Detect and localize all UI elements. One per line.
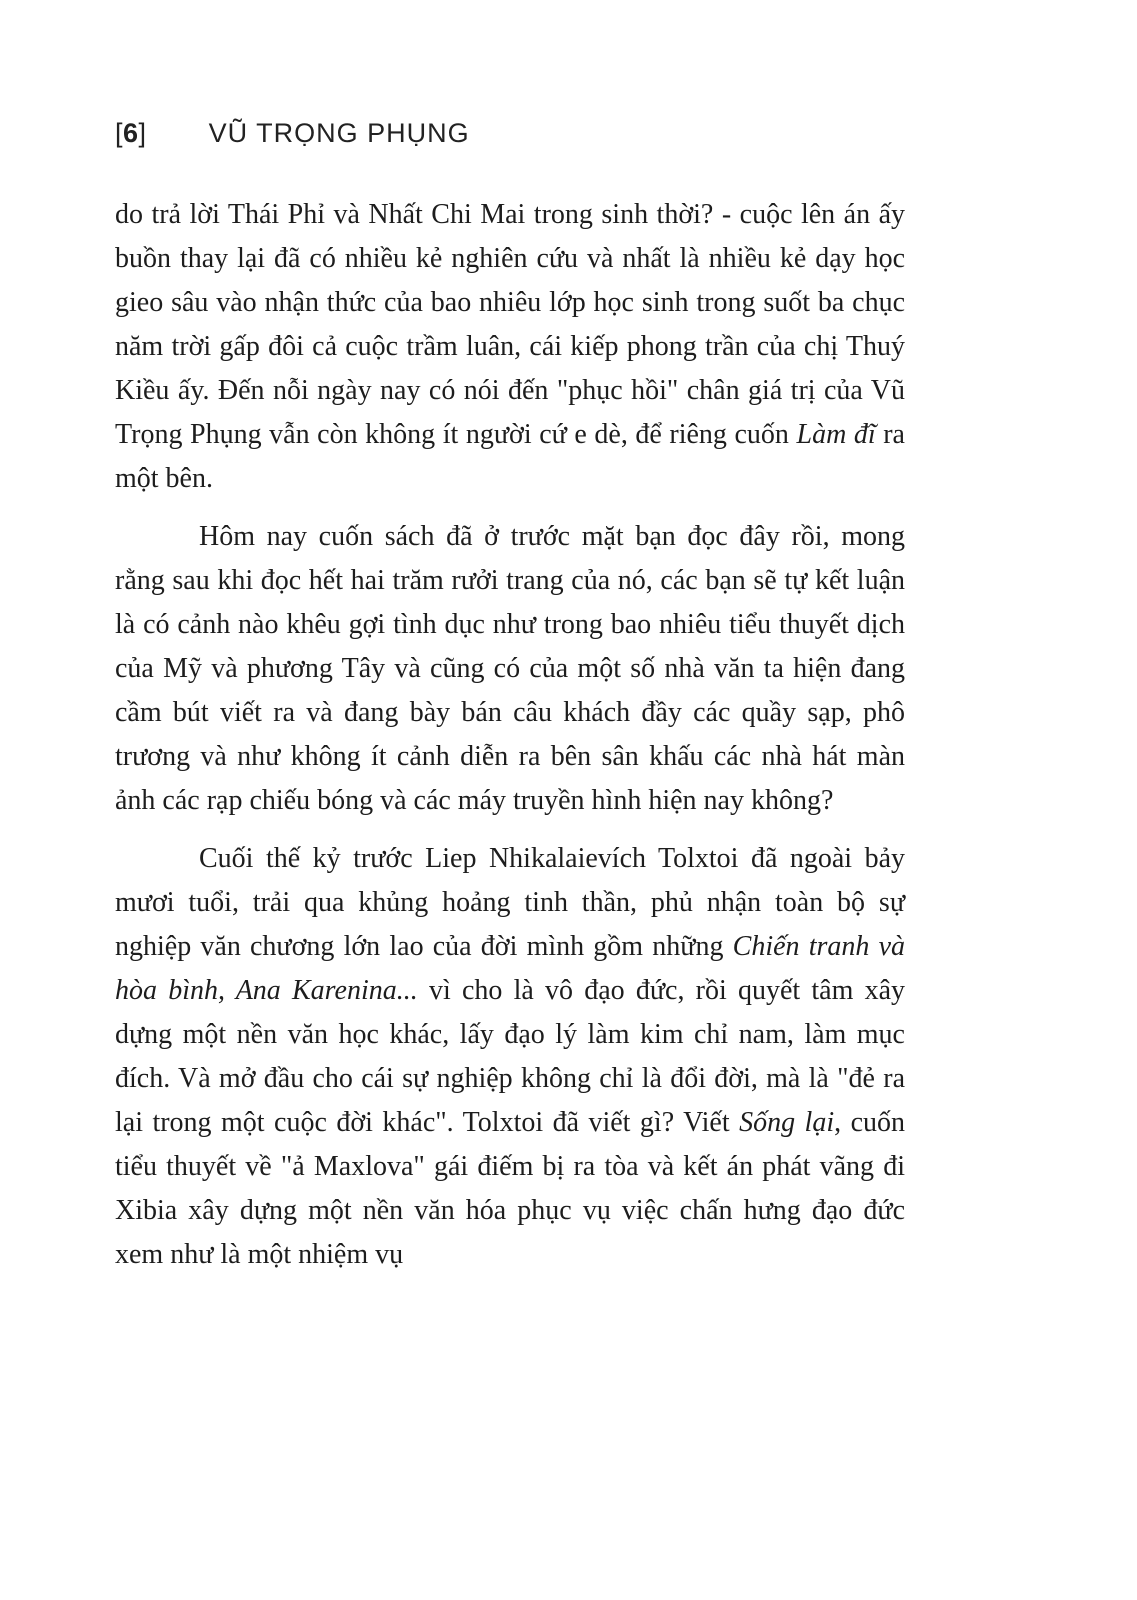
text-run: ra một bên. bbox=[115, 419, 905, 494]
running-title: VŨ TRỌNG PHỤNG bbox=[208, 118, 470, 148]
italic-text-run: Làm đĩ bbox=[796, 419, 876, 450]
italic-text-run: Chiến tranh và hòa bình, Ana Karenina... bbox=[115, 931, 905, 1006]
text-run: vì cho là vô đạo đức, rồi quyết tâm xây dựng một nền văn học khác, lấy đạo lý làm kim chỉ nam, làm mục đích. Và mở đầu cho cái sự nghiệp không chỉ là đổi đời, mà là "đẻ ra lại trong một cuộc đời khác". Tolxtoi đã viết gì? Viết bbox=[115, 975, 905, 1138]
page-number-bracket-close: ] bbox=[138, 118, 147, 148]
text-run: Cuối thế kỷ trước Liep Nhikalaievích Tolxtoi đã ngoài bảy mươi tuổi, trải qua khủng hoảng tinh thần, phủ nhận toàn bộ sự nghiệp văn chương lớn lao của đời mình gồm những bbox=[115, 843, 905, 962]
page-number-value: 6 bbox=[123, 118, 139, 148]
text-run: Hôm nay cuốn sách đã ở trước mặt bạn đọc đây rồi, mong rằng sau khi đọc hết hai trăm rưởi trang của nó, các bạn sẽ tự kết luận là có cảnh nào khêu gợi tình dục như trong bao nhiêu tiểu thuyết dịch của Mỹ và phương Tây và cũng có của một số nhà văn ta hiện đang cầm bút viết ra và đang bày bán câu khách đầy các quầy sạp, phô trương và như không ít cảnh diễn ra bên sân khấu các nhà hát màn ảnh các rạp chiếu bóng và các máy truyền hình hiện nay không? bbox=[115, 521, 905, 816]
text-run: , cuốn tiểu thuyết về "ả Maxlova" gái điếm bị ra tòa và kết án phát vãng đi Xibia xây dựng một nền văn hóa phục vụ việc chấn hưng đạo đức xem như là một nhiệm vụ bbox=[115, 1107, 905, 1270]
paragraph bbox=[115, 837, 905, 1277]
page-header bbox=[115, 118, 905, 149]
paragraph bbox=[115, 193, 905, 501]
paragraph bbox=[115, 515, 905, 823]
page-number bbox=[115, 118, 147, 149]
page-number-bracket-open: [ bbox=[115, 118, 124, 148]
text-run: do trả lời Thái Phỉ và Nhất Chi Mai trong sinh thời? - cuộc lên án ấy buồn thay lại đã có nhiều kẻ nghiên cứu và nhất là nhiều kẻ dạy học gieo sâu vào nhận thức của bao nhiêu lớp học sinh trong suốt ba chục năm trời gấp đôi cả cuộc trầm luân, cái kiếp phong trần của chị Thuý Kiều ấy. Đến nỗi ngày nay có nói đến "phục hồi" chân giá trị của Vũ Trọng Phụng vẫn còn không ít người cứ e dè, để riêng cuốn bbox=[115, 199, 905, 450]
body-text bbox=[115, 193, 905, 1277]
italic-text-run: Sống lại bbox=[739, 1107, 835, 1138]
